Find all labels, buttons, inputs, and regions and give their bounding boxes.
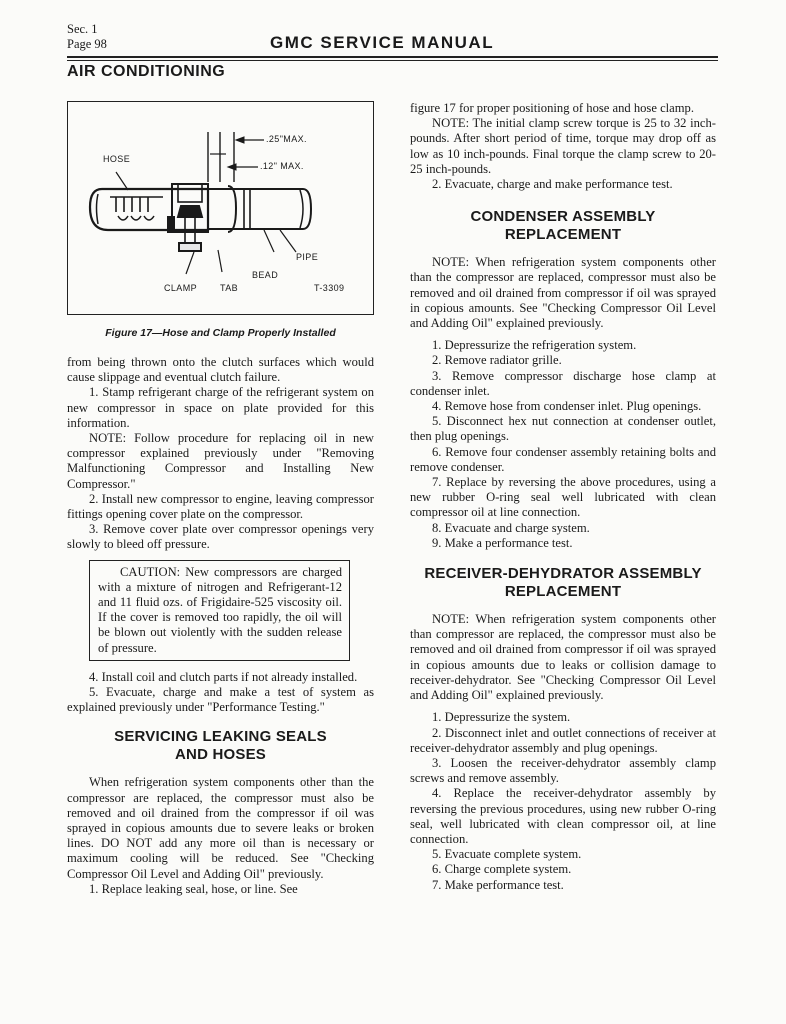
note-paragraph: NOTE: The initial clamp screw torque is 25 to 32 inch-pounds. After short period of time, torque may drop off as low as 10 inch-pounds. Final torque the clamp screw to 20-25 inch-pounds.	[410, 116, 716, 176]
list-item: 7. Replace by reversing the above procedures, using a new rubber O-ring seal well lubricated with clean compressor oil at line connection.	[410, 475, 716, 520]
note-paragraph: NOTE: When refrigeration system components other than the compressor are replaced, compressor must also be removed and oil drained from compressor if oil was sprayed in copious amounts. See "Checking Compressor Oil Level and Adding Oil" explained previously.	[410, 255, 716, 331]
label-pipe: PIPE	[296, 252, 319, 262]
heading-line: AND HOSES	[175, 746, 266, 764]
page-number: Page 98	[67, 37, 107, 51]
list-item: 9. Make a performance test.	[432, 535, 573, 550]
note-paragraph: NOTE: Follow procedure for replacing oil in new compressor explained previously under "Removing Malfunctioning Compressor and Installing New Compressor."	[67, 431, 374, 491]
list-item: 6. Remove four condenser assembly retaining bolts and remove condenser.	[410, 444, 716, 474]
chapter-title: AIR CONDITIONING	[67, 63, 226, 80]
label-tab: TAB	[220, 283, 239, 293]
step-paragraph: 1. Replace leaking seal, hose, or line. See	[89, 881, 298, 896]
figure-hose-clamp	[67, 101, 374, 315]
paragraph: When refrigeration system components other than the compressor are replaced, the compressor must also be removed and oil drained from the compressor if oil was sprayed in copious amounts due to severe leaks or broken lines. DO NOT add any more oil than is necessary or maximum cooling will be reduced. See "Checking Compressor Oil Level and Adding Oil" previously.	[67, 775, 374, 881]
caution-box	[89, 560, 350, 661]
list-item: 2. Remove radiator grille.	[432, 353, 562, 368]
section-heading-receiver	[410, 565, 716, 601]
manual-title: GMC SERVICE MANUAL	[270, 33, 495, 52]
label-clamp: CLAMP	[164, 283, 198, 293]
step-paragraph: 2. Install new compressor to engine, leaving compressor fittings opening cover plate on the compressor.	[67, 491, 374, 522]
heading-line: REPLACEMENT	[504, 583, 622, 601]
list-item: 7. Make performance test.	[432, 877, 564, 892]
list-item: 5. Evacuate complete system.	[432, 847, 582, 862]
list-item: 8. Evacuate and charge system.	[432, 520, 590, 535]
label-bead: BEAD	[252, 270, 279, 280]
heading-line: SERVICING LEAKING SEALS	[114, 728, 327, 746]
left-column	[67, 355, 374, 897]
step-paragraph: 1. Stamp refrigerant charge of the refrigerant system on new compressor in space on plate provided for this information.	[67, 385, 374, 430]
section-heading-leaking-seals	[67, 728, 374, 764]
right-column	[410, 101, 716, 893]
header-rule-thin	[67, 60, 718, 61]
figure-caption: Figure 17—Hose and Clamp Properly Installed	[105, 327, 336, 339]
step-paragraph: 4. Install coil and clutch parts if not already installed.	[89, 669, 358, 684]
list-item: 5. Disconnect hex nut connection at condenser outlet, then plug openings.	[410, 414, 716, 444]
step-paragraph: 2. Evacuate, charge and make performance test.	[432, 177, 673, 192]
heading-line: CONDENSER ASSEMBLY	[470, 208, 656, 226]
label-figure-ref: T-3309	[314, 283, 345, 293]
section-heading-condenser	[410, 208, 716, 244]
list-item: 4. Replace the receiver-dehydrator assembly by reversing the previous procedures, using new rubber O-ring seal, well lubricated with clean compressor oil, at line connection.	[410, 786, 716, 846]
note-paragraph: NOTE: When refrigeration system components other than compressor are replaced, the compressor must also be removed and oil drained from compressor if oil was sprayed in copious amounts due to leaks or collision damage to receiver-dehydrator. See "Checking Compressor Oil Level and Adding Oil" explained previously.	[410, 612, 716, 703]
heading-line: RECEIVER-DEHYDRATOR ASSEMBLY	[424, 565, 702, 583]
hose-clamp-diagram	[68, 102, 372, 313]
list-item: 3. Loosen the receiver-dehydrator assembly clamp screws and remove assembly.	[410, 755, 716, 786]
list-item: 2. Disconnect inlet and outlet connections of receiver at receiver-dehydrator assembly and plug openings.	[410, 725, 716, 755]
header-rule	[67, 56, 718, 58]
label-hose: HOSE	[103, 154, 131, 164]
list-item: 1. Depressurize the refrigeration system.	[432, 338, 637, 353]
list-item: 3. Remove compressor discharge hose clamp at condenser inlet.	[410, 368, 716, 398]
label-max-25: .25"MAX.	[266, 134, 307, 144]
section-number	[67, 22, 107, 52]
paragraph: figure 17 for proper positioning of hose and hose clamp.	[410, 101, 694, 115]
heading-line: REPLACEMENT	[504, 226, 622, 244]
section-label: Sec. 1	[67, 22, 98, 36]
list-item: 6. Charge complete system.	[432, 862, 572, 877]
list-item: 4. Remove hose from condenser inlet. Plug openings.	[432, 399, 702, 414]
list-item: 1. Depressurize the system.	[432, 710, 571, 725]
step-paragraph: 5. Evacuate, charge and make a test of system as explained previously under "Performance Testing."	[67, 685, 374, 715]
step-paragraph: 3. Remove cover plate over compressor openings very slowly to bleed off pressure.	[67, 522, 374, 552]
paragraph: from being thrown onto the clutch surfaces which would cause slippage and eventual clutch failure.	[67, 355, 374, 385]
label-max-12: .12" MAX.	[260, 161, 304, 171]
caution-text: CAUTION: New compressors are charged with a mixture of nitrogen and Refrigerant-12 and 11 fluid ozs. of Frigidaire-525 viscosity oil. If the cover is removed too rapidly, the oil will be blown out violently with the sudden release of pressure.	[98, 564, 342, 655]
